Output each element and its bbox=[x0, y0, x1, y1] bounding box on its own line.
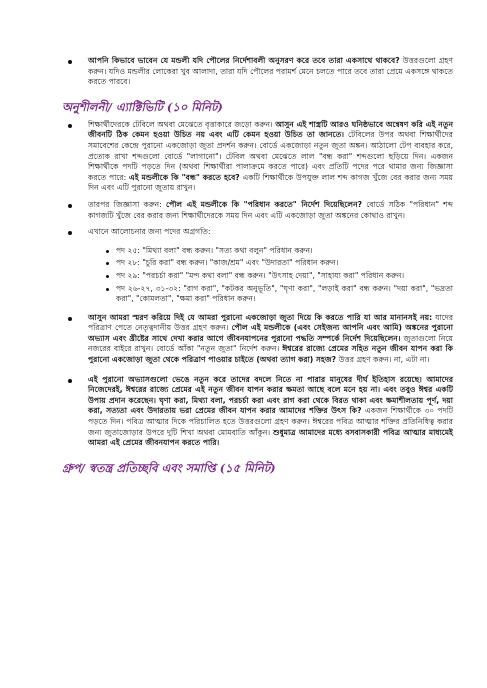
bold-span: এই মন্ডলীকে কি "বন্ধ" করতে হবে? bbox=[128, 172, 240, 182]
bold-span: পৌল এই মন্ডলীকে কি "পরিধান করতে" নির্দেশ দিয়েছিলেন? bbox=[166, 199, 363, 209]
list-item: পদ ২৬-২৭, ৩১-৩২: "রাগ করা", "কটকর অনুভূতি", "ঘৃণা করা", "লড়াই করা" বন্ধ করুন। "দয়া করা", "ভদ্রতা করা", "কোমলতা", "ক্ষমা করা" পরিধান করুন। bbox=[116, 283, 453, 304]
activity-bullet-4 bbox=[62, 313, 453, 366]
activity-paragraph-2 bbox=[88, 200, 453, 221]
intro-question: আপনি কিভাবে ভাবেন যে মন্ডলী যদি পৌলের নির্দেশাবলী অনুসরণ করে তবে তারা একসাথে থাকবে? bbox=[88, 56, 400, 65]
activity-bullet-3 bbox=[62, 227, 453, 238]
text-span: জুতাগুলো নিয়ে নজরের বাইরে রাখুন। বোর্ডে আঁকা "নতুন জুতা" নির্দেশ করুন। bbox=[88, 333, 453, 354]
activity-bullet-1 bbox=[62, 120, 453, 194]
intro-bullet bbox=[62, 56, 453, 88]
bold-span: আসুন আমরা স্মরণ করিয়ে দিই যে আমরা পুরানো একজোড়া জুতা দিয়ে কি করতে পারি যা আর মানানসই নয়: bbox=[88, 312, 433, 322]
bold-span: শুধুমাত্র আমাদের মধ্যে বসবাসকারী পবিত্র আত্মার মাধ্যমেই আমরা এই প্রেমের জীবনযাপন করতে পারি। bbox=[88, 427, 453, 448]
text-span: শিক্ষার্থীদেরকে টেবিলে অথবা মেঝেতে বৃত্তাকারে জড়ো করুন। bbox=[88, 119, 276, 129]
text-span: বোর্ডে সঠিক "পরিধান" শব্দ কাগজটি খুঁজে বের করার জন্য শিক্ষার্থীদেরকে সময় দিন এবং এটি একজোড়া জুতা অঙ্কনের কোথাও রাখুন। bbox=[88, 199, 453, 220]
bold-span: ঈশ্বরের রাজ্যে প্রেমের সহিত নতুন জীবন যাপন করা কি পুরানো একজোড়া জুতা থেকে পরিত্রাণ পাওয়ার চাইতে (অথবা ত্যাগ করা) সহজ? bbox=[88, 344, 453, 365]
list-item: পদ ২৮: "চুরি করা" বন্ধ করুন। "কাজ/শ্রম" এবং "উদারতা" পরিধান করুন। bbox=[116, 258, 453, 269]
activity-bullet-2 bbox=[62, 200, 453, 221]
group-heading: গ্রুপ/ স্বতন্ত্র প্রতিচ্ছবি এবং সমাপ্তি (১৫ মিনিট) bbox=[62, 460, 276, 475]
text-span: তারপর জিজ্ঞাসা করুন: bbox=[88, 199, 167, 209]
bold-span: পৌল এই মন্ডলীকে (এবং সেইজন্য আপনি এবং আমি) অঙ্কনের পুরানো অভ্যাস এবং খ্রীষ্টের সাথে দেখা করার আগে জীবনযাপনের পুরানো পদ্ধতি সম্পর্কে নির্দেশ দিয়েছিলেন। bbox=[88, 323, 454, 343]
activity-heading: অনুশীলনী/ এ্যাক্টিভিটি (১০ মিনিট) bbox=[62, 99, 223, 114]
activity-paragraph-1 bbox=[88, 120, 453, 194]
bold-span: আসুন এই শাস্ত্রটি আরও ঘনিষ্ঠভাবে অন্বেষণ করি এই নতুন জীবনটি ঠিক কেমন হওয়া উচিত নয় এবং এটি কেমন হওয়া উচিত তা জানতে। bbox=[88, 119, 453, 140]
activity-bullet-5 bbox=[62, 375, 453, 449]
intro-text: উত্তরগুলো গ্রহণ করুন। যদিও মন্ডলীর লোকেরা খুব আলাদা, তারা যদি পৌলের পরামর্শ মেনে চলতে পারে তবে তারা প্রেমে একসঙ্গে থাকতে করতে পারবে। bbox=[88, 56, 453, 87]
intro-paragraph bbox=[88, 56, 453, 88]
activity-paragraph-3: এখানে আলোচনার জন্য পদের অগ্রগতি: bbox=[88, 227, 211, 237]
list-item: পদ ২৯: "পরচর্চা করা" "মন্দ কথা বলা" বন্ধ করুন। "উৎসাহ দেয়া", "সাহায্য করা" পরিধান করুন। bbox=[116, 271, 453, 282]
verse-list bbox=[62, 246, 453, 305]
activity-paragraph-4 bbox=[88, 313, 453, 366]
activity-paragraph-5 bbox=[88, 375, 453, 449]
bold-span: এই পুরানো অভ্যাসগুলো ভেঙে নতুন করে তাদের বদলে নিতে না পারার মানুষের দীর্ঘ ইতিহাস রয়েছে। আমাদের নিজেদেরই, ঈশ্বরের রাজ্যে প্রেমের এই নতুন জীবন যাপন করার ক্ষমতা আছে বলে মনে হয় না। এবং তবুও ঈশ্বর একটি উপায় প্রদান করেছেন। ঘৃণা করা, মিথ্যা বলা, পরচর্চা করা এবং রাগ করা থেকে বিরত থাকা এবং ক্ষমাশীলতায় পূর্ণ, দয়া করা, সত্যতা এবং উদারতায় ভরা প্রেমের জীবন যাপন করার আমাদের শক্তির উৎস কি? bbox=[88, 374, 453, 416]
text-span: একটি শিক্ষার্থীকে উপযুক্ত লাল শব্দ কাগজ খুঁজে বের করার জন্য সময় দিন এবং এটি পুরানো জুতায় রাখুন। bbox=[88, 172, 453, 193]
list-item: পদ ২৫: "মিথ্যা বলা" বন্ধ করুন। "সত্য কথা বলুন" পরিধান করুন। bbox=[116, 246, 453, 257]
text-span: একজন শিক্ষার্থীকে ৩০ পদটি পড়তে দিন। পবিত্র আত্মার দিকে পরিচালিত হতে উত্তরগুলো গ্রহণ করুন। ঈশ্বরের পবিত্র আত্মার শক্তির প্রতিনিধিত্ব করার জন্য জুতাজোড়ার উপরে দুটি শিখা অথবা মোমবাতি আঁকুন। bbox=[88, 406, 454, 437]
text-span: টেবিলের উপর অথবা শিক্ষার্থীদের সমাবেশের কেন্দ্রে পুরানো একজোড়া জুতা প্রদর্শন করুন। বোর্ডে একজোড়া নতুন জুতা অঙ্কন। আঠালো টেপ ব্যবহার করে, প্রত্যেক রাখা শব্দগুলো বোর্ডে "লাগানো"। টেবিল অথবা মেঝেতে লাল "বন্ধ করা" শব্দগুলো ছড়িয়ে দিন। একজন শিক্ষার্থীকে পদটি পড়তে দিন (অথবা শিক্ষার্থীরা পালাক্রমে করতে পারে) এবং প্রতিটি পদের পরে থামার জন্য জিজ্ঞাসা করতে পারে: bbox=[88, 130, 453, 182]
text-span: উত্তর গ্রহণ করুন। না, এটা না। bbox=[336, 355, 430, 365]
text-span: যাদের পরিত্রাণ পেতে নেতৃত্বদানীয় উত্তর গ্রহণ করুন। bbox=[88, 312, 453, 333]
